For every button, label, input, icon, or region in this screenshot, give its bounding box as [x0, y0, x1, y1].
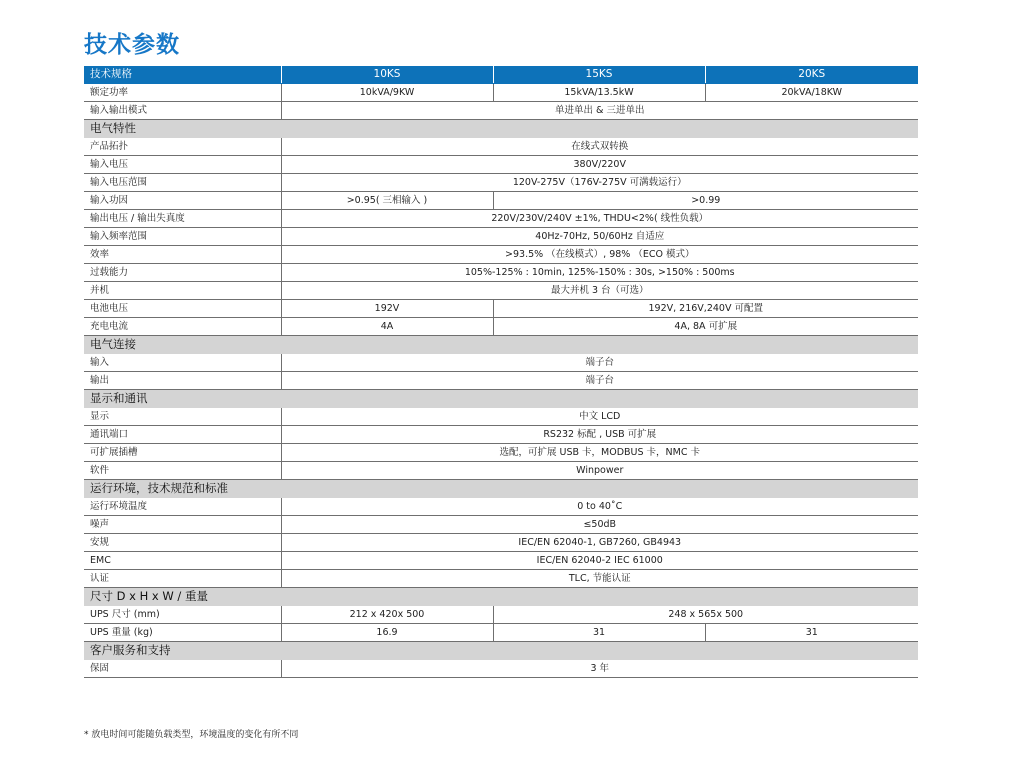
row-label: 额定功率 [84, 84, 281, 102]
row-value: 31 [493, 624, 705, 642]
table-row [84, 462, 918, 480]
row-label: 噪声 [84, 516, 281, 534]
row-label: 输入电压范围 [84, 174, 281, 192]
table-row [84, 318, 918, 336]
row-label: 可扩展插槽 [84, 444, 281, 462]
section-row [84, 588, 918, 606]
table-row [84, 606, 918, 624]
row-label: 充电电流 [84, 318, 281, 336]
row-value: 4A, 8A 可扩展 [493, 318, 918, 336]
row-label: 输入电压 [84, 156, 281, 174]
section-title: 客户服务和支持 [84, 642, 918, 660]
row-value: 380V/220V [281, 156, 918, 174]
section-row [84, 642, 918, 660]
table-row [84, 498, 918, 516]
row-value: 3 年 [281, 660, 918, 678]
table-row [84, 228, 918, 246]
row-label: EMC [84, 552, 281, 570]
table-row [84, 372, 918, 390]
table-row [84, 624, 918, 642]
row-label: 效率 [84, 246, 281, 264]
table-row [84, 570, 918, 588]
header-row [84, 66, 918, 84]
row-value: 248 x 565x 500 [493, 606, 918, 624]
row-value: 31 [705, 624, 918, 642]
row-label: 运行环境温度 [84, 498, 281, 516]
row-label: 过载能力 [84, 264, 281, 282]
row-label: 产品拓扑 [84, 138, 281, 156]
table-row [84, 426, 918, 444]
row-label: 输入功因 [84, 192, 281, 210]
row-value: 端子台 [281, 372, 918, 390]
table-row [84, 102, 918, 120]
row-value: Winpower [281, 462, 918, 480]
table-row [84, 246, 918, 264]
row-value: 105%-125% : 10min, 125%-150% : 30s, >150% : 500ms [281, 264, 918, 282]
table-row [84, 534, 918, 552]
row-value: 212 x 420x 500 [281, 606, 493, 624]
row-value: IEC/EN 62040-1, GB7260, GB4943 [281, 534, 918, 552]
row-value: 最大并机 3 台（可选） [281, 282, 918, 300]
table-row [84, 174, 918, 192]
section-row [84, 120, 918, 138]
row-label: 输入频率范围 [84, 228, 281, 246]
row-value: 端子台 [281, 354, 918, 372]
row-value: 10kVA/9KW [281, 84, 493, 102]
row-label: 电池电压 [84, 300, 281, 318]
row-value: 220V/230V/240V ±1%, THDU<2%( 线性负载） [281, 210, 918, 228]
table-row [84, 264, 918, 282]
section-title: 运行环境，技术规范和标准 [84, 480, 918, 498]
row-value: 选配，可扩展 USB 卡，MODBUS 卡，NMC 卡 [281, 444, 918, 462]
row-value: TLC, 节能认证 [281, 570, 918, 588]
row-value: 16.9 [281, 624, 493, 642]
header-model-10ks: 10KS [281, 66, 493, 84]
row-label: 并机 [84, 282, 281, 300]
row-label: 认证 [84, 570, 281, 588]
table-row [84, 516, 918, 534]
section-title: 显示和通讯 [84, 390, 918, 408]
row-value: IEC/EN 62040-2 IEC 61000 [281, 552, 918, 570]
row-value: >0.95( 三相输入 ) [281, 192, 493, 210]
row-value: 4A [281, 318, 493, 336]
row-label: 显示 [84, 408, 281, 426]
section-row [84, 336, 918, 354]
table-row [84, 156, 918, 174]
row-value: RS232 标配 , USB 可扩展 [281, 426, 918, 444]
header-model-15ks: 15KS [493, 66, 705, 84]
row-label: 通讯端口 [84, 426, 281, 444]
row-value: 0 to 40˚C [281, 498, 918, 516]
table-row [84, 138, 918, 156]
row-value: >0.99 [493, 192, 918, 210]
table-row [84, 408, 918, 426]
row-label: 安规 [84, 534, 281, 552]
spec-table [84, 66, 918, 678]
row-value: >93.5% （在线模式）, 98% （ECO 模式） [281, 246, 918, 264]
table-row [84, 210, 918, 228]
spec-table-body [84, 66, 918, 678]
row-label: 输入 [84, 354, 281, 372]
row-value: 40Hz-70Hz, 50/60Hz 自适应 [281, 228, 918, 246]
table-row [84, 552, 918, 570]
row-value: 15kVA/13.5kW [493, 84, 705, 102]
row-value: 192V, 216V,240V 可配置 [493, 300, 918, 318]
table-row [84, 444, 918, 462]
row-label: 输入输出模式 [84, 102, 281, 120]
row-label: 输出 [84, 372, 281, 390]
row-label: 软件 [84, 462, 281, 480]
page-title: 技术参数 [84, 32, 180, 58]
row-label: 保固 [84, 660, 281, 678]
row-label: 输出电压 / 输出失真度 [84, 210, 281, 228]
table-row [84, 354, 918, 372]
table-row [84, 300, 918, 318]
table-row [84, 660, 918, 678]
section-title: 电气特性 [84, 120, 918, 138]
row-value: 在线式双转换 [281, 138, 918, 156]
row-label: UPS 重量 (kg) [84, 624, 281, 642]
row-label: UPS 尺寸 (mm) [84, 606, 281, 624]
section-title: 尺寸 D x H x W / 重量 [84, 588, 918, 606]
table-row [84, 282, 918, 300]
header-label: 技术规格 [84, 66, 281, 84]
section-title: 电气连接 [84, 336, 918, 354]
table-row [84, 192, 918, 210]
table-row [84, 84, 918, 102]
row-value: 中文 LCD [281, 408, 918, 426]
header-model-20ks: 20KS [705, 66, 918, 84]
row-value: 120V-275V（176V-275V 可满载运行） [281, 174, 918, 192]
row-value: 20kVA/18KW [705, 84, 918, 102]
footnote: * 放电时间可能随负载类型，环境温度的变化有所不同 [84, 730, 299, 740]
row-value: 192V [281, 300, 493, 318]
section-row [84, 390, 918, 408]
row-value: ≤50dB [281, 516, 918, 534]
row-value: 单进单出 & 三进单出 [281, 102, 918, 120]
section-row [84, 480, 918, 498]
